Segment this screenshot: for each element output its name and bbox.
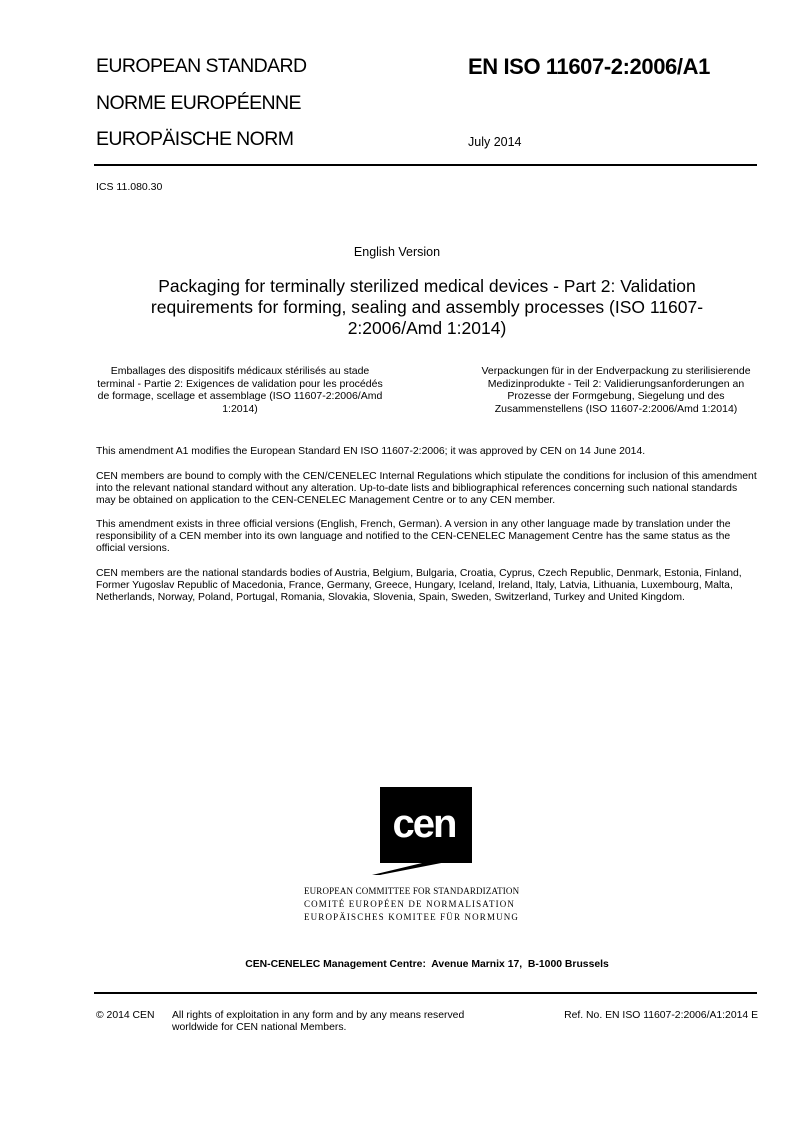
- ics-code: ICS 11.080.30: [96, 181, 163, 193]
- cen-logo-icon: [372, 787, 472, 875]
- copyright-notice: © 2014 CEN: [96, 1010, 155, 1021]
- document-number: EN ISO 11607-2:2006/A1: [468, 54, 710, 79]
- organization-name-german: EUROPÄISCHES KOMITEE FÜR NORMUNG: [304, 912, 520, 922]
- publication-date: July 2014: [468, 135, 522, 149]
- approval-paragraph: This amendment A1 modifies the European Standard EN ISO 11607-2:2006; it was approved by CEN on 14 June 2014.: [96, 446, 646, 457]
- footer-divider: [94, 992, 757, 994]
- organization-name-french: COMITÉ EUROPÉEN DE NORMALISATION: [304, 899, 516, 909]
- standard-title-french: NORME EUROPÉENNE: [96, 92, 301, 114]
- french-title: Emballages des dispositifs médicaux stérilisés au stade terminal - Partie 2: Exigences de validation pour les procédés de formage, scellage et assemblage (ISO 11607-2:2006/Amd 1:2014): [97, 365, 383, 415]
- compliance-paragraph: CEN members are bound to comply with the CEN/CENELEC Internal Regulations which stipulate the conditions for inclusion of this amendment into the relevant national standard without any alteration. Up-to-date lists and bibliographical references concerning such national standards may be obtained on application to the CEN-CENELEC Management Centre or to any CEN member.: [96, 471, 757, 506]
- official-versions-paragraph: This amendment exists in three official versions (English, French, German). A version in any other language made by translation under the responsibility of a CEN member into its own language and notified to the CEN-CENELEC Management Centre has the same status as the official versions.: [96, 519, 731, 554]
- members-paragraph: CEN members are the national standards bodies of Austria, Belgium, Bulgaria, Croatia, Cyprus, Czech Republic, Denmark, Estonia, Finland, Former Yugoslav Republic of Macedonia, France, Germany, Greece, Hungary, Iceland, Ireland, Italy, Latvia, Lithuania, Luxembourg, Malta, Netherlands, Norway, Poland, Portugal, Romania, Slovakia, Slovenia, Spain, Sweden, Switzerland, Turkey and United Kingdom.: [96, 568, 742, 603]
- cen-logo-text: cen: [392, 802, 456, 846]
- standard-title-english: EUROPEAN STANDARD: [96, 55, 307, 77]
- organization-name-english: EUROPEAN COMMITTEE FOR STANDARDIZATION: [304, 886, 520, 896]
- header-divider: [94, 164, 757, 166]
- german-title: Verpackungen für in der Endverpackung zu sterilisierende Medizinprodukte - Teil 2: Validierungsanforderungen an Prozesse der Formgebung, Siegelung und des Zusammenstellens (ISO 11607-2:2006/Amd 1:2014): [481, 365, 751, 415]
- reference-number: Ref. No. EN ISO 11607-2:2006/A1:2014 E: [564, 1010, 758, 1021]
- language-version: English Version: [353, 245, 441, 259]
- document-main-title: Packaging for terminally sterilized medical devices - Part 2: Validation requirements for forming, sealing and assembly processes (ISO 11607-2:2006/Amd 1:2014): [150, 276, 704, 338]
- management-centre-address: CEN-CENELEC Management Centre: Avenue Marnix 17, B-1000 Brussels: [245, 959, 609, 970]
- rights-statement: All rights of exploitation in any form and by any means reserved worldwide for CEN national Members.: [172, 1010, 465, 1033]
- standard-title-german: EUROPÄISCHE NORM: [96, 128, 294, 150]
